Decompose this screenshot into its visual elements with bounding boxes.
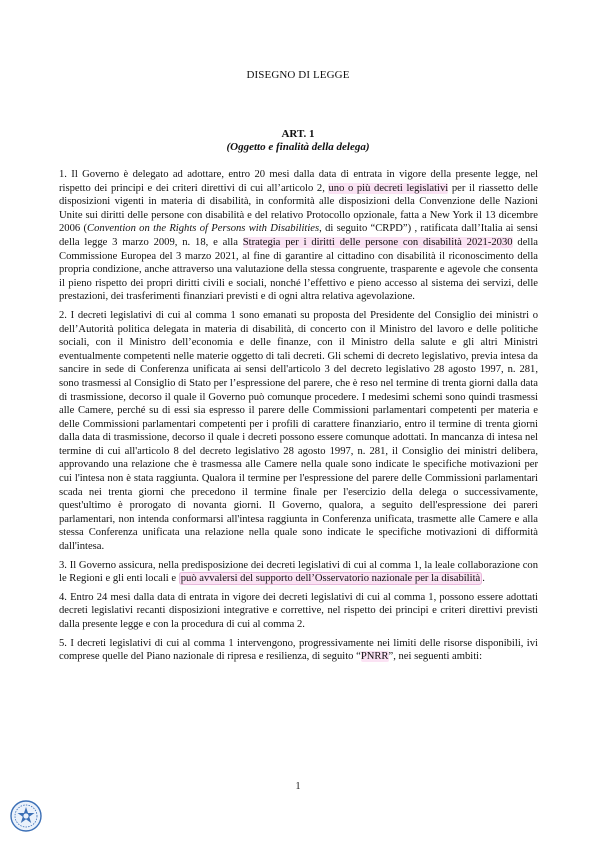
highlight-decreti[interactable]: uno o più decreti legislativi <box>328 182 449 194</box>
p1-text-a: 1. Il Governo è delegato ad adottare, entro 20 mesi dalla data di entrata in vigore della presente legge, nel rispetto dei principi e dei criteri direttivi di cui all’articolo 2, <box>59 169 538 194</box>
paragraph-5 <box>59 637 538 664</box>
highlight-strategia[interactable]: Strategia per i diritti delle persone con disabilità 2021-2030 <box>242 236 513 248</box>
document-title: DISEGNO DI LEGGE <box>246 69 350 81</box>
paragraph-1 <box>59 168 538 304</box>
article-header <box>0 128 596 154</box>
highlight-osservatorio[interactable]: può avvalersi del supporto dell’Osservatorio nazionale per la disabilità <box>180 573 481 585</box>
p1-text-b: per il riassetto delle disposizioni vigenti in materia di disabilità, in conformità alle disposizioni della Convenzione delle Nazioni Unite sui diritti delle persone con disabilità e del relativo Protocollo opzionale, fatta a New York il 13 dicembre 2006 ( <box>59 182 539 235</box>
p1-text-c: , di seguito “CRPD”) , ratificata dall’Italia ai sensi della legge 3 marzo 2009, n. 18, e alla <box>59 223 538 248</box>
p3-text-b: . <box>482 573 485 585</box>
government-seal-icon <box>10 800 42 832</box>
paragraph-4: 4. Entro 24 mesi dalla data di entrata in vigore dei decreti legislativi di cui al comma 1, possono essere adottati decreti legislativi recanti disposizioni integrative e correttive, nel rispetto dei principi e criteri direttivi previsti dalla presente legge e con la procedura di cui al comma 2. <box>59 591 538 630</box>
p5-text-a: 5. I decreti legislativi di cui al comma 1 intervengono, progressivamente nei limiti delle risorse disponibili, ivi comprese quelle del Piano nazionale di ripresa e resilienza, di seguito “ <box>59 637 538 663</box>
document-body <box>59 168 538 669</box>
p1-text-d: della Commissione Europea del 3 marzo 2021, al fine di garantire al cittadino con disabilità il riconoscimento della propria condizione, anche attraverso una valutazione della stessa congruente, trasparente e agevole che consenta il pieno rispetto dei propri diritti civili e sociali, nonché l’effettivo e pieno accesso al sistema dei servizi, delle prestazioni, dei trasferimenti finanziari previsti e di ogni altra relativa agevolazione. <box>59 236 538 303</box>
p3-text-a: 3. Il Governo assicura, nella predisposizione dei decreti legislativi di cui al comma 1, la leale collaborazione con le Regioni e gli enti locali e <box>59 559 538 585</box>
paragraph-2: 2. I decreti legislativi di cui al comma 1 sono emanati su proposta del Presidente del Consiglio dei ministri o dell’Autorità politica delegata in materia di disabilità, di concerto con il Ministro del lavoro e delle politiche sociali, con il Ministro dell’economia e delle finanze, con il Ministro della salute e gli altri Ministri eventualmente competenti nelle materie oggetto di tali decreti. Gli schemi di decreto legislativo, previa intesa da sancire in sede di Conferenza unificata ai sensi dell'articolo 3 del decreto legislativo 28 agosto 1997, n. 281, sono trasmessi al Consiglio di Stato per l’espressione del parere, che è reso nel termine di trenta giorni dalla data di trasmissione, decorso il quale il Governo può comunque procedere. I medesimi schemi sono quindi trasmessi alle Camere, perché su di essi sia espresso il parere delle Commissioni parlamentari competenti per materia e delle Commissioni parlamentari competenti per i profili di carattere finanziario, entro il termine di trenta giorni dalla data di trasmissione, decorso il quale i decreti possono essere comunque adottati. In mancanza di intesa nel termine di cui all'articolo 8 del decreto legislativo 28 agosto 1997, n. 281, il Consiglio dei ministri delibera, approvando una relazione che è trasmessa alle Camere nella quale sono indicate le specifiche motivazioni per cui l'intesa non è stata raggiunta. Qualora il termine per l'espressione del parere delle Commissioni parlamentari scada nei trenta giorni che precedono il termine finale per l'esercizio della delega o successivamente, quest'ultimo è prorogato di novanta giorni. Il Governo, qualora, a seguito dell'espressione dei pareri parlamentari, non intenda conformarsi all'intesa raggiunta in Conferenza unificata, trasmette alle Camere e alla stessa Conferenza unificata una relazione nella quale sono indicate le specifiche motivazioni di difformità dall'intesa. <box>59 309 538 553</box>
paragraph-3 <box>59 559 538 586</box>
p1-italic-crpd: Convention on the Rights of Persons with Disabilities <box>87 223 320 235</box>
highlight-pnrr[interactable]: PNRR <box>360 651 389 663</box>
article-heading: ART. 1 <box>281 128 315 140</box>
page-number: 1 <box>295 781 301 792</box>
p5-text-b: ”, nei seguenti ambiti: <box>388 651 483 663</box>
article-subtitle: (Oggetto e finalità della delega) <box>226 141 370 153</box>
